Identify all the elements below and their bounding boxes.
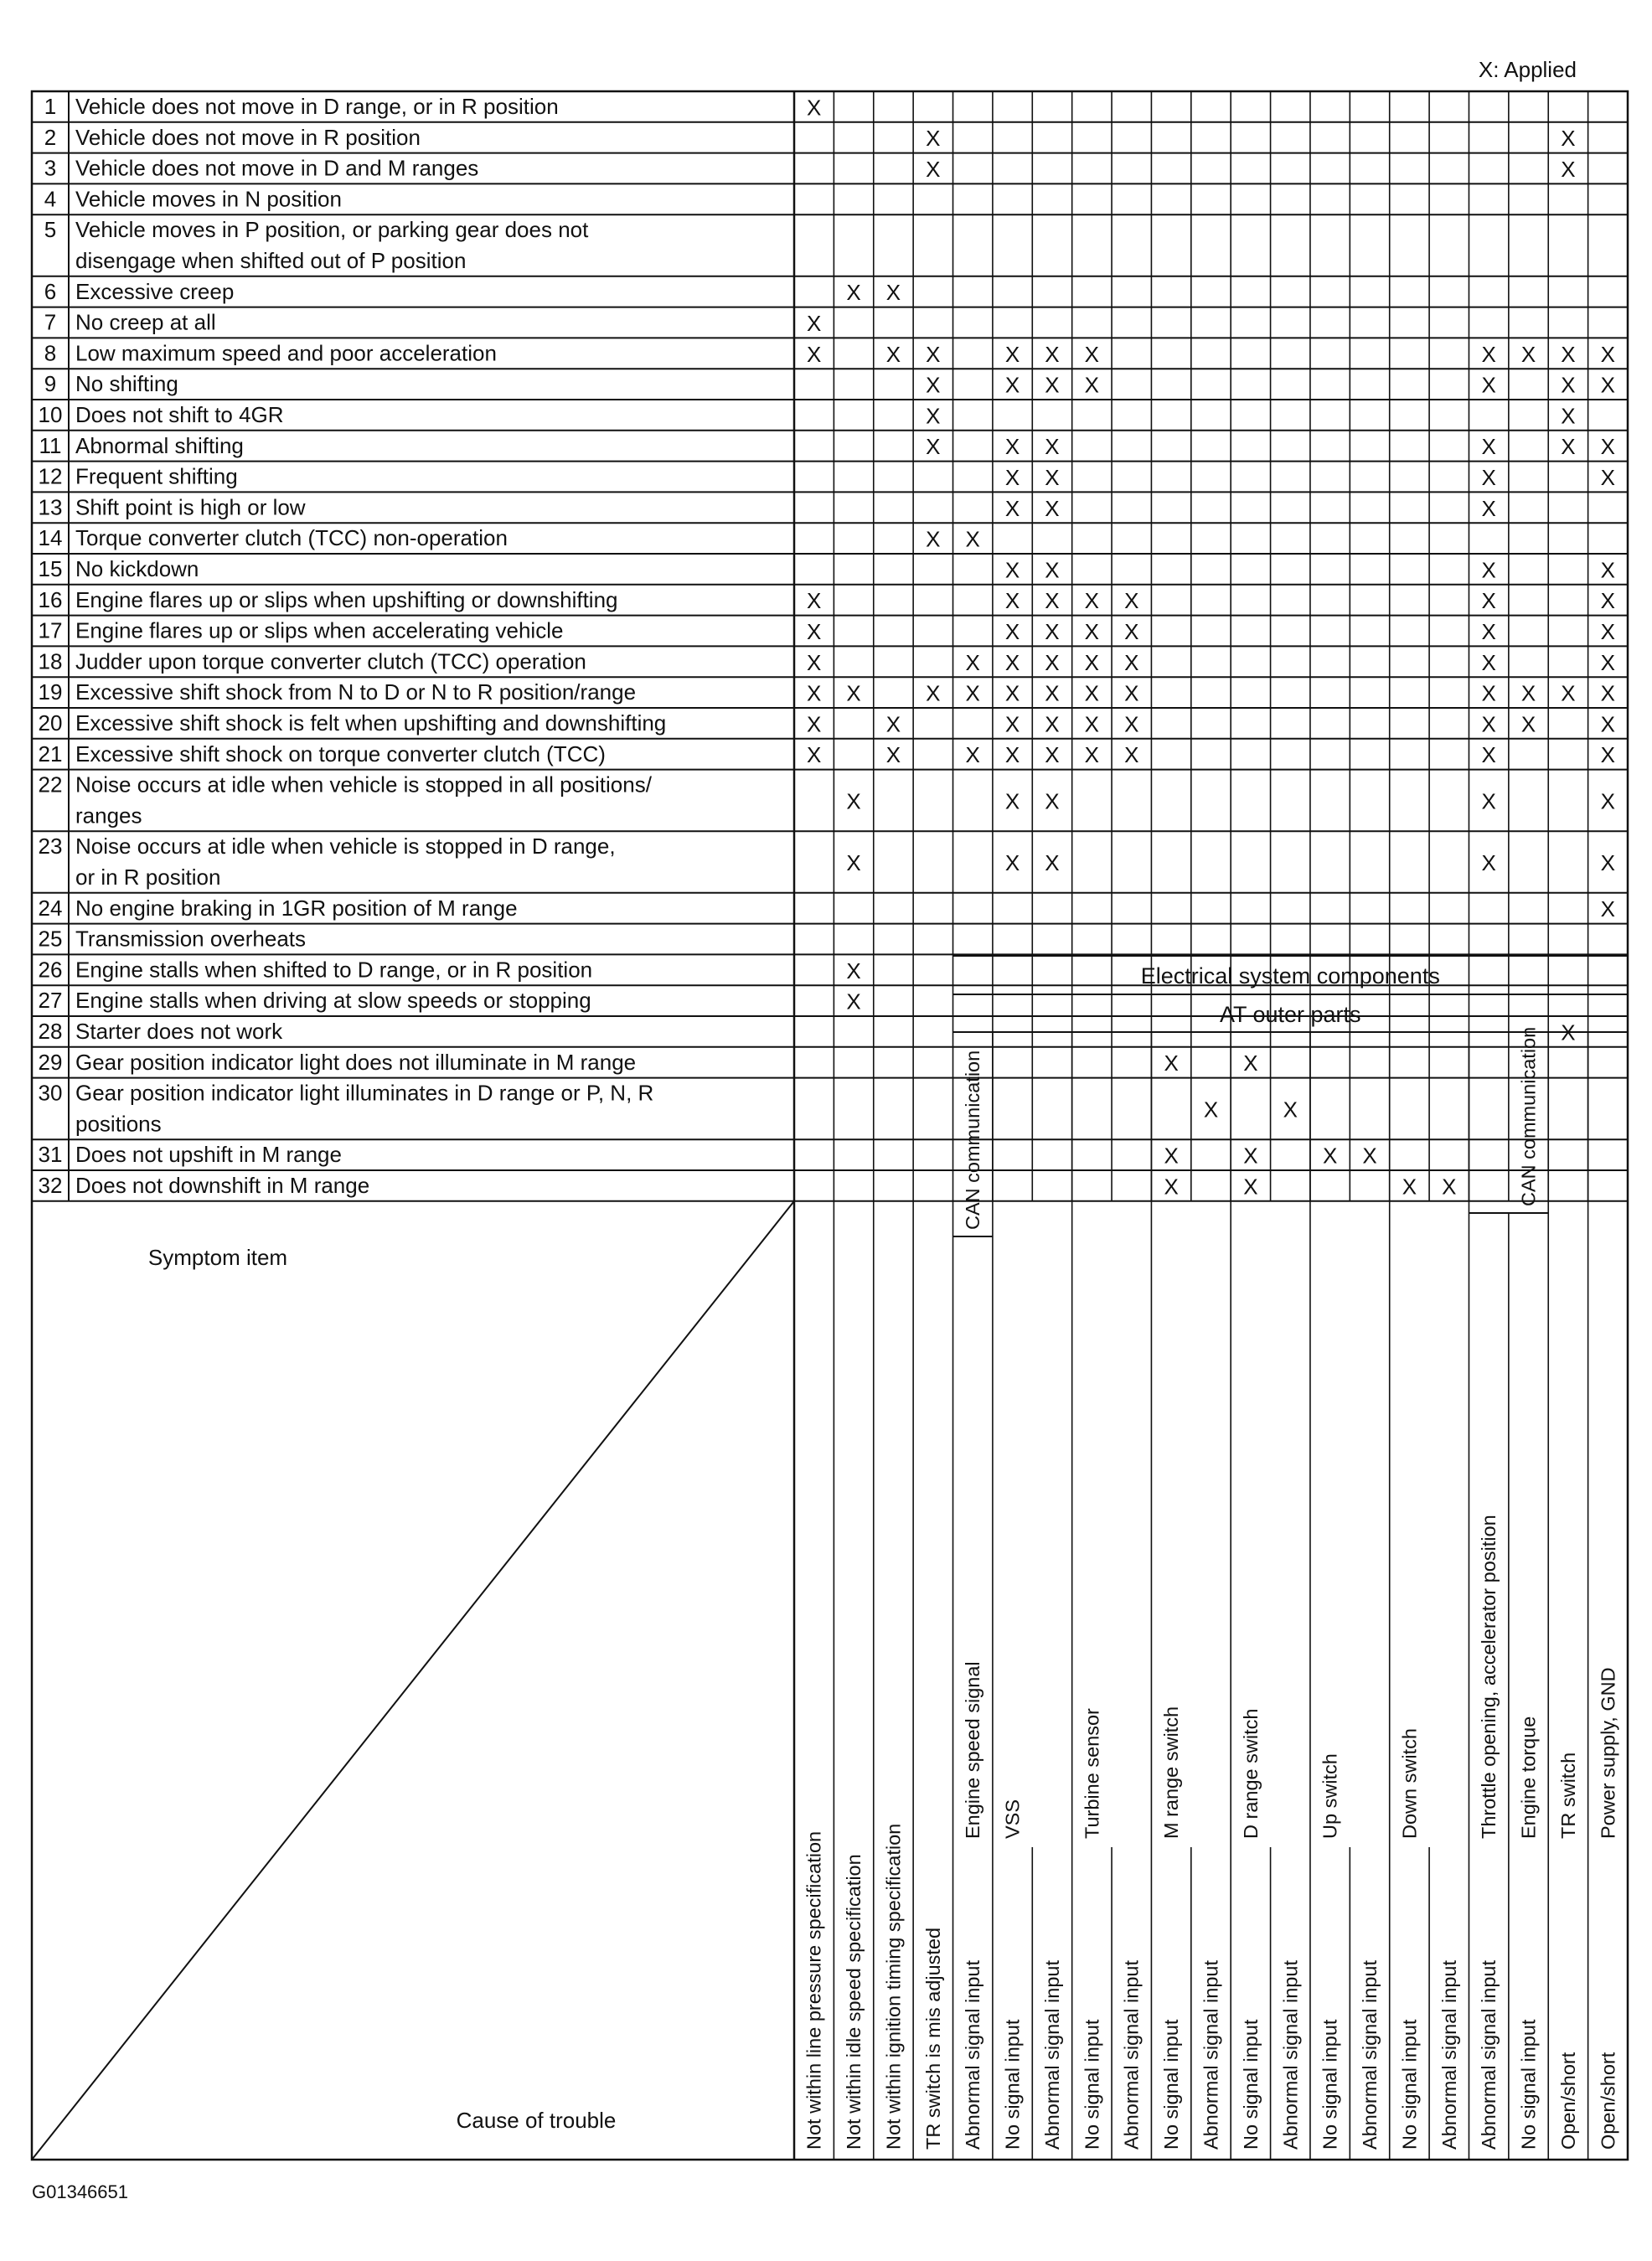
- cause-label: Not within ignition timing specification: [882, 1823, 905, 2150]
- applied-mark: X: [926, 341, 941, 367]
- legend-applied: X: Applied: [1478, 57, 1577, 82]
- applied-mark: X: [1045, 465, 1060, 490]
- applied-mark: X: [1045, 434, 1060, 460]
- applied-mark: X: [1084, 649, 1100, 675]
- applied-mark: X: [1481, 680, 1496, 706]
- symptom-number: 8: [44, 340, 57, 366]
- symptom-number: 13: [38, 494, 63, 520]
- applied-mark: X: [965, 649, 980, 675]
- applied-mark: X: [1124, 619, 1139, 644]
- cause-label: Not within line pressure specification: [803, 1830, 825, 2150]
- applied-mark: X: [1481, 588, 1496, 614]
- symptom-text: Abnormal shifting: [75, 432, 244, 458]
- applied-mark: X: [1600, 341, 1615, 367]
- header-diagonal: [32, 1201, 794, 2160]
- can-communication-label: CAN communication: [962, 1050, 984, 1230]
- applied-mark: X: [1004, 788, 1020, 814]
- applied-mark: X: [1481, 372, 1496, 398]
- cause-label: Abnormal signal input: [1438, 1960, 1460, 2150]
- symptom-number: 30: [38, 1080, 63, 1106]
- component-label: VSS: [1001, 1799, 1024, 1839]
- component-label: Power supply, GND: [1597, 1667, 1619, 1839]
- symptom-number: 27: [38, 988, 63, 1014]
- cause-label: Abnormal signal input: [1359, 1960, 1381, 2150]
- applied-mark: X: [1203, 1097, 1219, 1123]
- symptom-text: Vehicle does not move in D range, or in R position: [75, 94, 559, 119]
- applied-mark: X: [1481, 742, 1496, 768]
- applied-mark: X: [1600, 850, 1615, 875]
- applied-mark: X: [926, 526, 941, 552]
- applied-mark: X: [1084, 588, 1100, 614]
- applied-mark: X: [1402, 1174, 1417, 1200]
- symptom-text: Does not shift to 4GR: [75, 402, 284, 427]
- symptom-number: 9: [44, 371, 57, 397]
- applied-mark: X: [1084, 372, 1100, 398]
- applied-mark: X: [1004, 619, 1020, 644]
- symptom-text: No engine braking in 1GR position of M range: [75, 895, 518, 921]
- applied-mark: X: [926, 126, 941, 152]
- symptom-number: 19: [38, 679, 63, 705]
- applied-mark: X: [1600, 557, 1615, 583]
- symptom-text: No shifting: [75, 371, 178, 397]
- applied-mark: X: [1561, 403, 1576, 429]
- component-label: Throttle opening, accelerator position: [1478, 1515, 1500, 1839]
- applied-mark: X: [1481, 788, 1496, 814]
- cause-label: Not within idle speed specification: [843, 1854, 865, 2150]
- symptom-number: 32: [38, 1173, 63, 1198]
- component-label: Up switch: [1319, 1753, 1341, 1839]
- symptom-number: 2: [44, 124, 57, 150]
- symptom-number: 4: [44, 186, 57, 212]
- cause-label: Abnormal signal input: [962, 1960, 984, 2150]
- component-label: TR switch: [1556, 1752, 1579, 1839]
- symptom-text: Excessive shift shock is felt when upshifting and downshifting: [75, 710, 667, 736]
- cause-label: TR switch is mis adjusted: [922, 1927, 944, 2150]
- applied-mark: X: [1045, 341, 1060, 367]
- applied-mark: X: [1481, 341, 1496, 367]
- component-label: Engine torque: [1517, 1716, 1540, 1839]
- applied-mark: X: [846, 680, 861, 706]
- symptom-text: Excessive shift shock on torque converter clutch (TCC): [75, 741, 606, 767]
- applied-mark: X: [1004, 711, 1020, 737]
- symptom-number: 22: [38, 772, 63, 798]
- applied-mark: X: [1084, 341, 1100, 367]
- applied-mark: X: [1004, 495, 1020, 521]
- symptom-text: Judder upon torque converter clutch (TCC) operation: [75, 648, 586, 674]
- applied-mark: X: [1243, 1174, 1258, 1200]
- applied-mark: X: [965, 742, 980, 768]
- applied-mark: X: [1600, 742, 1615, 768]
- applied-mark: X: [1045, 557, 1060, 583]
- cause-label: No signal input: [1001, 2019, 1024, 2150]
- applied-mark: X: [965, 526, 980, 552]
- applied-mark: X: [1481, 434, 1496, 460]
- symptom-number: 26: [38, 957, 63, 983]
- symptom-number: 10: [38, 402, 63, 427]
- symptom-text: Vehicle does not move in R position: [75, 124, 421, 150]
- cause-of-trouble-header: Cause of trouble: [456, 2108, 617, 2133]
- cause-label: No signal input: [1081, 2019, 1103, 2150]
- applied-mark: X: [1561, 157, 1576, 182]
- applied-mark: X: [807, 742, 822, 768]
- applied-mark: X: [1004, 434, 1020, 460]
- symptom-text: Torque converter clutch (TCC) non-operation: [75, 525, 508, 551]
- cause-label: No signal input: [1319, 2019, 1341, 2150]
- cause-label: Abnormal signal input: [1120, 1960, 1143, 2150]
- symptom-number: 29: [38, 1049, 63, 1075]
- applied-mark: X: [1124, 742, 1139, 768]
- applied-mark: X: [1520, 711, 1536, 737]
- applied-mark: X: [1164, 1143, 1179, 1169]
- applied-mark: X: [1600, 588, 1615, 614]
- can-communication-label: CAN communication: [1517, 1026, 1540, 1206]
- applied-mark: X: [1600, 649, 1615, 675]
- symptom-text: Starter does not work: [75, 1019, 283, 1044]
- applied-mark: X: [965, 680, 980, 706]
- symptom-number: 21: [38, 741, 63, 767]
- applied-mark: X: [926, 372, 941, 398]
- applied-mark: X: [1520, 680, 1536, 706]
- symptom-number: 3: [44, 155, 57, 181]
- symptom-text: Shift point is high or low: [75, 494, 306, 520]
- symptom-text: Noise occurs at idle when vehicle is stopped in D range,: [75, 834, 616, 859]
- symptom-text: or in R position: [75, 865, 221, 890]
- component-label: Down switch: [1398, 1728, 1421, 1839]
- applied-mark: X: [807, 341, 822, 367]
- applied-mark: X: [1481, 711, 1496, 737]
- component-label: D range switch: [1239, 1708, 1262, 1839]
- component-label: Turbine sensor: [1081, 1708, 1103, 1839]
- cause-label: Abnormal signal input: [1200, 1960, 1222, 2150]
- applied-mark: X: [807, 311, 822, 336]
- cause-label: Abnormal signal input: [1279, 1960, 1302, 2150]
- symptom-text: Engine stalls when shifted to D range, or in R position: [75, 957, 593, 983]
- applied-mark: X: [1600, 465, 1615, 490]
- applied-mark: X: [926, 680, 941, 706]
- component-label: M range switch: [1160, 1706, 1183, 1839]
- applied-mark: X: [1600, 619, 1615, 644]
- symptom-text: Engine flares up or slips when accelerating vehicle: [75, 617, 564, 643]
- applied-mark: X: [1084, 619, 1100, 644]
- applied-mark: X: [1004, 680, 1020, 706]
- symptom-text: disengage when shifted out of P position: [75, 248, 467, 273]
- applied-mark: X: [807, 95, 822, 121]
- symptom-text: Noise occurs at idle when vehicle is stopped in all positions/: [75, 772, 652, 798]
- applied-mark: X: [1004, 341, 1020, 367]
- symptom-text: Vehicle moves in P position, or parking gear does not: [75, 217, 589, 243]
- applied-mark: X: [885, 742, 901, 768]
- applied-mark: X: [1084, 742, 1100, 768]
- applied-mark: X: [1481, 850, 1496, 875]
- cause-label: No signal input: [1517, 2019, 1540, 2150]
- symptom-text: No kickdown: [75, 556, 199, 581]
- symptom-text: Excessive shift shock from N to D or N to R position/range: [75, 679, 637, 705]
- applied-mark: X: [1283, 1097, 1298, 1123]
- figure-id: G01346651: [32, 2181, 128, 2202]
- applied-mark: X: [1004, 557, 1020, 583]
- applied-mark: X: [1561, 341, 1576, 367]
- applied-mark: X: [1481, 557, 1496, 583]
- applied-mark: X: [1243, 1050, 1258, 1076]
- symptom-text: Does not downshift in M range: [75, 1173, 370, 1198]
- applied-mark: X: [1561, 680, 1576, 706]
- applied-mark: X: [885, 711, 901, 737]
- applied-mark: X: [807, 588, 822, 614]
- applied-mark: X: [1045, 680, 1060, 706]
- symptom-number: 23: [38, 834, 63, 859]
- symptom-text: Engine stalls when driving at slow speeds or stopping: [75, 988, 591, 1014]
- applied-mark: X: [1124, 649, 1139, 675]
- symptom-number: 11: [39, 432, 62, 458]
- symptom-number: 7: [44, 309, 57, 335]
- applied-mark: X: [1164, 1174, 1179, 1200]
- applied-mark: X: [1045, 711, 1060, 737]
- applied-mark: X: [1004, 742, 1020, 768]
- applied-mark: X: [1481, 649, 1496, 675]
- applied-mark: X: [1243, 1143, 1258, 1169]
- symptom-number: 16: [38, 586, 63, 612]
- cause-label: No signal input: [1160, 2019, 1183, 2150]
- applied-mark: X: [1045, 850, 1060, 875]
- applied-mark: X: [1084, 711, 1100, 737]
- applied-mark: X: [846, 958, 861, 983]
- applied-mark: X: [1322, 1143, 1338, 1169]
- symptom-number: 20: [38, 710, 63, 736]
- symptom-text: Frequent shifting: [75, 463, 238, 489]
- applied-mark: X: [1045, 495, 1060, 521]
- symptom-text: Does not upshift in M range: [75, 1142, 342, 1168]
- symptom-number: 1: [44, 94, 57, 119]
- symptom-text: Gear position indicator light does not illuminate in M range: [75, 1049, 637, 1075]
- applied-mark: X: [1004, 649, 1020, 675]
- applied-mark: X: [1004, 850, 1020, 875]
- symptom-number: 17: [38, 617, 63, 643]
- symptom-text: Excessive creep: [75, 278, 235, 304]
- applied-mark: X: [1561, 126, 1576, 152]
- symptom-text: Vehicle does not move in D and M ranges: [75, 155, 479, 181]
- applied-mark: X: [846, 280, 861, 306]
- applied-mark: X: [1045, 372, 1060, 398]
- applied-mark: X: [926, 403, 941, 429]
- applied-mark: X: [1045, 742, 1060, 768]
- cause-label: Open/short: [1597, 2052, 1619, 2150]
- applied-mark: X: [1045, 649, 1060, 675]
- cause-label: Abnormal signal input: [1040, 1960, 1063, 2150]
- symptom-number: 28: [38, 1019, 63, 1044]
- applied-mark: X: [807, 649, 822, 675]
- symptom-text: Low maximum speed and poor acceleration: [75, 340, 497, 366]
- applied-mark: X: [1004, 465, 1020, 490]
- applied-mark: X: [1045, 788, 1060, 814]
- applied-mark: X: [1600, 372, 1615, 398]
- symptom-number: 6: [44, 278, 57, 304]
- applied-mark: X: [1362, 1143, 1377, 1169]
- symptom-text: Gear position indicator light illuminates in D range or P, N, R: [75, 1080, 654, 1106]
- symptom-text: positions: [75, 1111, 162, 1137]
- applied-mark: X: [1004, 588, 1020, 614]
- applied-mark: X: [926, 434, 941, 460]
- applied-mark: X: [1600, 896, 1615, 922]
- applied-mark: X: [1481, 495, 1496, 521]
- symptom-number: 31: [38, 1142, 63, 1168]
- applied-mark: X: [807, 711, 822, 737]
- symptom-number: 25: [38, 926, 63, 952]
- group-header-at-outer: AT outer parts: [1219, 1002, 1361, 1027]
- cause-label: Abnormal signal input: [1478, 1960, 1500, 2150]
- symptom-item-header: Symptom item: [147, 1245, 288, 1270]
- symptom-number: 12: [38, 463, 63, 489]
- symptom-number: 15: [38, 556, 63, 581]
- applied-mark: X: [1124, 588, 1139, 614]
- group-header-electrical: Electrical system components: [1140, 963, 1440, 989]
- applied-mark: X: [1481, 465, 1496, 490]
- applied-mark: X: [846, 989, 861, 1014]
- applied-mark: X: [885, 280, 901, 306]
- applied-mark: X: [1600, 434, 1615, 460]
- applied-mark: X: [1124, 680, 1139, 706]
- applied-mark: X: [1600, 711, 1615, 737]
- cause-label: No signal input: [1398, 2019, 1421, 2150]
- symptom-text: ranges: [75, 803, 142, 829]
- symptom-text: Transmission overheats: [75, 926, 307, 952]
- applied-mark: X: [1004, 372, 1020, 398]
- applied-mark: X: [926, 157, 941, 182]
- applied-mark: X: [807, 680, 822, 706]
- symptom-text: Vehicle moves in N position: [75, 186, 342, 212]
- cause-label: Open/short: [1556, 2052, 1579, 2150]
- symptom-number: 24: [38, 895, 63, 921]
- applied-mark: X: [846, 788, 861, 814]
- applied-mark: X: [1600, 680, 1615, 706]
- symptom-number: 14: [38, 525, 63, 551]
- applied-mark: X: [846, 850, 861, 875]
- symptom-number: 18: [38, 648, 63, 674]
- applied-mark: X: [1600, 788, 1615, 814]
- applied-mark: X: [1045, 619, 1060, 644]
- applied-mark: X: [1561, 372, 1576, 398]
- applied-mark: X: [885, 341, 901, 367]
- applied-mark: X: [1481, 619, 1496, 644]
- applied-mark: X: [1084, 680, 1100, 706]
- applied-mark: X: [1561, 1020, 1576, 1045]
- symptom-number: 5: [44, 217, 57, 243]
- cause-label: No signal input: [1239, 2019, 1262, 2150]
- applied-mark: X: [1561, 434, 1576, 460]
- symptom-text: Engine flares up or slips when upshifting or downshifting: [75, 586, 618, 612]
- applied-mark: X: [1164, 1050, 1179, 1076]
- applied-mark: X: [807, 619, 822, 644]
- applied-mark: X: [1045, 588, 1060, 614]
- applied-mark: X: [1124, 711, 1139, 737]
- component-label: Engine speed signal: [962, 1661, 984, 1839]
- symptom-text: No creep at all: [75, 309, 216, 335]
- applied-mark: X: [1442, 1174, 1457, 1200]
- applied-mark: X: [1520, 341, 1536, 367]
